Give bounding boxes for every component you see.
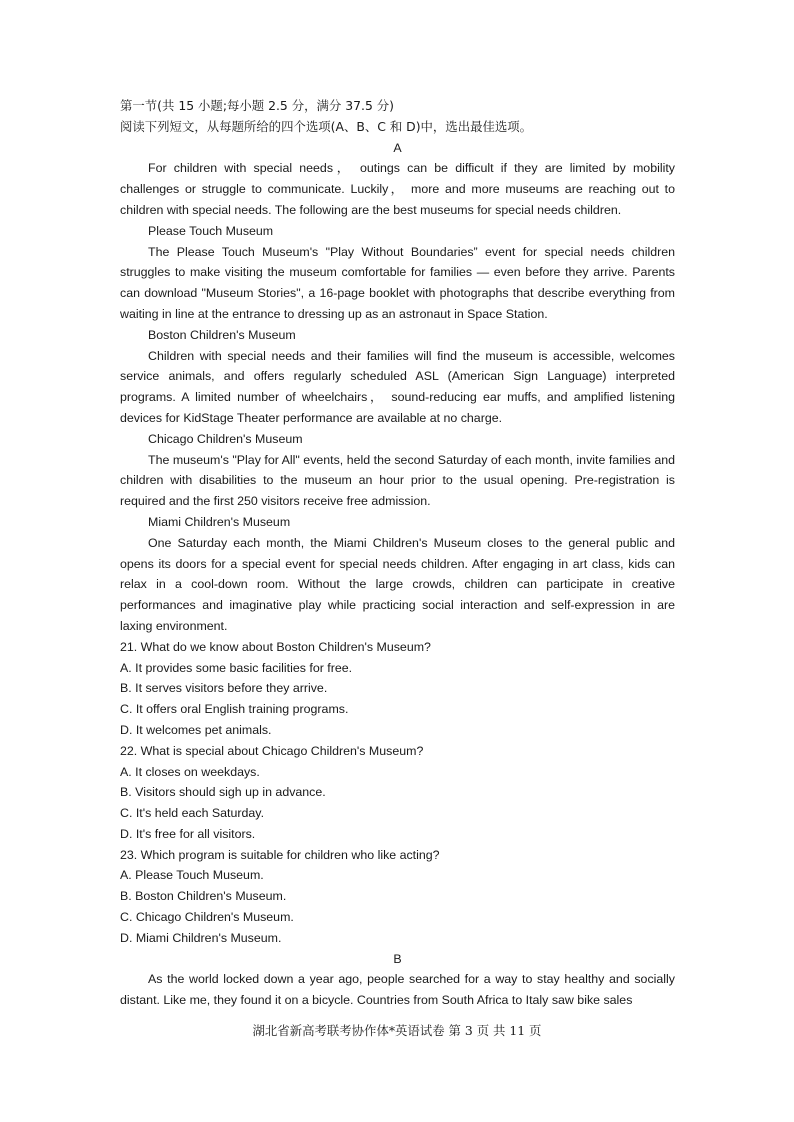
question-22-option-a: A. It closes on weekdays. [120,764,260,779]
museum-text-chicago: The museum's "Play for All" events, held the second Saturday of each month, invite families and children with disabilities to the museum an hour prior to the usual opening. Pre-registration is required and the first 250 visitors receive free admission. [120,452,675,509]
question-23-option-c: C. Chicago Children's Museum. [120,910,294,925]
question-23-stem: 23. Which program is suitable for children who like acting? [120,847,440,862]
question-22-option-b: B. Visitors should sigh up in advance. [120,785,326,800]
question-23-option-b: B. Boston Children's Museum. [120,889,287,904]
question-22-stem: 22. What is special about Chicago Children's Museum? [120,743,424,758]
museum-title-chicago: Chicago Children's Museum [148,431,303,446]
exam-page-content [120,96,675,1011]
passage-a-letter: A [393,140,402,155]
section-title: 第一节(共 15 小题;每小题 2.5 分，满分 37.5 分) [120,98,395,113]
museum-text-boston: Children with special needs and their families will find the museum is accessible, welcomes service animals, and offers regularly scheduled ASL (American Sign Language) interpreted programs. A limited number of wheelchairs， sound-reducing ear muffs, and amplified listening devices for KidStage Theater performance are available at no charge. [120,348,675,425]
question-21-option-a: A. It provides some basic facilities for free. [120,660,353,675]
question-21-stem: 21. What do we know about Boston Children's Museum? [120,639,431,654]
museum-title-miami: Miami Children's Museum [148,514,291,529]
museum-text-miami: One Saturday each month, the Miami Children's Museum closes to the general public and opens its doors for a special event for special needs children. After engaging in art class, kids can relax in a cool-down room. Without the large crowds, children can participate in creative performances and imaginative play while practicing social interaction and self-expression in are laxing environment. [120,535,675,633]
page-footer: 湖北省新高考联考协作体*英语试卷 第 3 页 共 11 页 [252,1023,542,1038]
question-23-option-d: D. Miami Children's Museum. [120,930,282,945]
question-22-option-c: C. It's held each Saturday. [120,806,265,821]
question-21-option-d: D. It welcomes pet animals. [120,722,272,737]
passage-a-intro: For children with special needs， outings can be difficult if they are limited by mobility challenges or struggle to communicate. Luckily， more and more museums are reaching out to children with special needs. The following are the best museums for special needs children. [120,161,675,217]
museum-text-please-touch: The Please Touch Museum's "Play Without Boundaries” event for special needs children struggles to make visiting the museum comfortable for families — even before they arrive. Parents can download "Museum Stories", a 16-page booklet with photographs that describe everything from waiting in line at the entrance to dressing up as an astronaut in Space Station. [120,244,675,321]
question-22-option-d: D. It's free for all visitors. [120,826,256,841]
question-21-option-b: B. It serves visitors before they arrive. [120,681,328,696]
section-instructions: 阅读下列短文，从每题所给的四个选项(A、B、C 和 D)中，选出最佳选项。 [120,118,533,134]
museum-title-boston: Boston Children's Museum [148,327,296,342]
question-23-option-a: A. Please Touch Museum. [120,868,264,883]
passage-b-letter: B [393,951,402,966]
question-21-option-c: C. It offers oral English training programs. [120,702,349,717]
passage-b-text: As the world locked down a year ago, people searched for a way to stay healthy and socially distant. Like me, they found it on a bicycle. Countries from South Africa to Italy saw bike sales [120,972,675,1008]
museum-title-please-touch: Please Touch Museum [148,223,274,238]
